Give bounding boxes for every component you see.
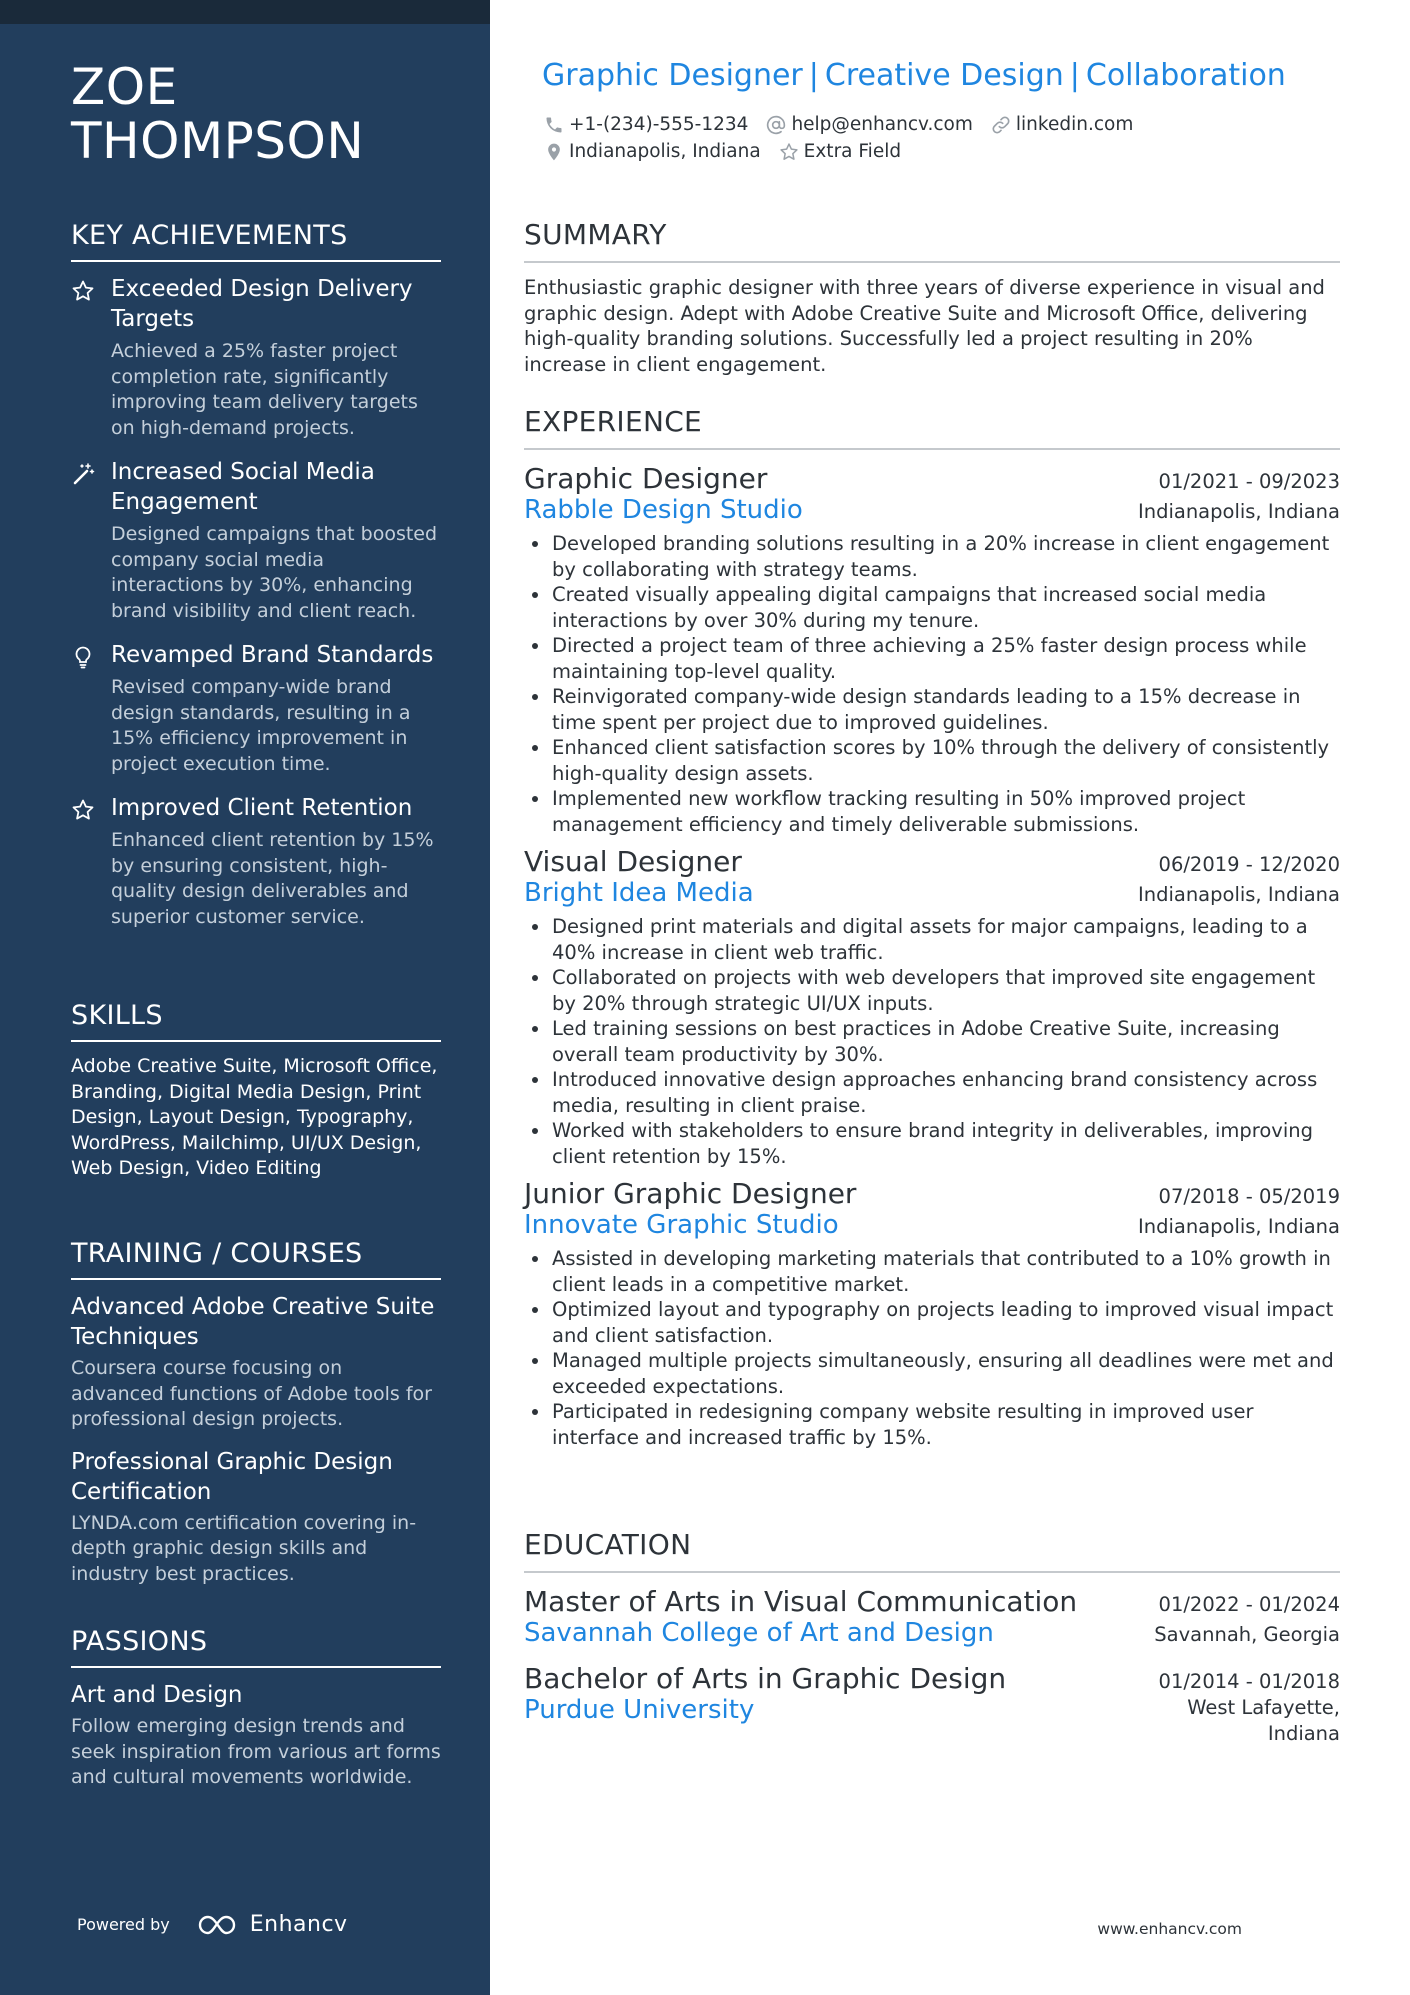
brand-name: Enhancv bbox=[249, 1912, 348, 1937]
company-name[interactable]: Bright Idea Media bbox=[524, 878, 754, 908]
job-location: Indianapolis, Indiana bbox=[1137, 500, 1340, 523]
bullet-item: Managed multiple projects simultaneously, ensuring all deadlines were met and exceeded expectations. bbox=[524, 1348, 1340, 1399]
bullet-item: Implemented new workflow tracking resulting in 50% improved project management efficiency and timely deliverable submissions. bbox=[524, 786, 1340, 837]
degree-title: Master of Arts in Visual Communication bbox=[524, 1585, 1078, 1618]
headline-focus: Creative Design bbox=[824, 58, 1064, 93]
job-location: Indianapolis, Indiana bbox=[1137, 883, 1340, 906]
job-dates: 07/2018 - 05/2019 bbox=[1158, 1185, 1340, 1208]
skills-heading: SKILLS bbox=[71, 1000, 441, 1042]
achievement-desc: Achieved a 25% faster project completion rate, significantly improving team delivery targets on high-demand projects. bbox=[111, 340, 418, 439]
at-icon bbox=[766, 115, 786, 135]
school-name[interactable]: Purdue University bbox=[524, 1695, 755, 1725]
course-item bbox=[71, 1447, 441, 1588]
email-text: help@enhancv.com bbox=[791, 114, 973, 135]
job-title: Visual Designer bbox=[524, 845, 742, 878]
achievements-section bbox=[71, 220, 441, 946]
sidebar bbox=[0, 0, 490, 1995]
bullet-item: Created visually appealing digital campaigns that increased social media interactions by over 30% during my tenure. bbox=[524, 582, 1340, 633]
education-entry bbox=[524, 1585, 1340, 1648]
summary-section bbox=[524, 218, 1340, 377]
last-name: THOMPSON bbox=[71, 112, 365, 170]
company-name[interactable]: Innovate Graphic Studio bbox=[524, 1210, 839, 1240]
education-location: West Lafayette, Indiana bbox=[1187, 1696, 1340, 1745]
bullet-item: Collaborated on projects with web developers that improved site engagement by 20% through strategic UI/UX inputs. bbox=[524, 965, 1340, 1016]
job-location: Indianapolis, Indiana bbox=[1137, 1215, 1340, 1238]
experience-section bbox=[524, 405, 1340, 1458]
phone-icon bbox=[544, 115, 564, 135]
job-title: Graphic Designer bbox=[524, 462, 768, 495]
headline-separator: | bbox=[808, 58, 819, 93]
achievement-item bbox=[71, 274, 441, 441]
powered-by bbox=[77, 1912, 348, 1937]
course-title: Professional Graphic Design Certification bbox=[71, 1448, 393, 1505]
infinity-icon bbox=[196, 1913, 242, 1937]
contact-linkedin[interactable] bbox=[991, 114, 1133, 135]
star-icon bbox=[71, 274, 111, 441]
job-bullets bbox=[524, 531, 1340, 837]
linkedin-text: linkedin.com bbox=[1015, 114, 1134, 135]
job-dates: 01/2021 - 09/2023 bbox=[1158, 470, 1340, 493]
star-icon bbox=[71, 793, 111, 930]
course-item bbox=[71, 1292, 441, 1433]
training-section bbox=[71, 1238, 441, 1601]
course-title: Advanced Adobe Creative Suite Techniques bbox=[71, 1294, 435, 1350]
headline-role: Graphic Designer bbox=[542, 58, 803, 93]
phone-text: +1-(234)-555-1234 bbox=[569, 114, 749, 135]
main-content bbox=[524, 0, 1340, 1995]
bullet-item: Optimized layout and typography on projects leading to improved visual impact and client satisfaction. bbox=[524, 1297, 1340, 1348]
magic-wand-icon bbox=[71, 457, 111, 624]
achievement-desc: Enhanced client retention by 15% by ensuring consistent, high-quality design deliverables and superior customer service. bbox=[111, 829, 434, 928]
achievement-desc: Designed campaigns that boosted company social media interactions by 30%, enhancing brand visibility and client reach. bbox=[111, 523, 438, 622]
achievement-item bbox=[71, 793, 441, 930]
contact-email[interactable] bbox=[766, 114, 972, 135]
achievement-desc: Revised company-wide brand design standards, resulting in a 15% efficiency improvement in project execution time. bbox=[111, 676, 411, 775]
achievement-title: Increased Social Media Engagement bbox=[111, 459, 375, 515]
contact-row-2 bbox=[544, 141, 919, 162]
contact-row bbox=[544, 114, 1151, 135]
first-name: ZOE bbox=[71, 58, 178, 116]
extra-text: Extra Field bbox=[803, 141, 902, 162]
education-location: Savannah, Georgia bbox=[1154, 1623, 1340, 1646]
achievement-item bbox=[71, 640, 441, 777]
star-outline-icon bbox=[779, 142, 799, 162]
bullet-item: Enhanced client satisfaction scores by 10% through the delivery of consistently high-quality design assets. bbox=[524, 735, 1340, 786]
job-entry bbox=[524, 1177, 1340, 1450]
bullet-item: Introduced innovative design approaches enhancing brand consistency across media, resulting in client praise. bbox=[524, 1067, 1340, 1118]
location-pin-icon bbox=[544, 142, 564, 162]
achievement-title: Revamped Brand Standards bbox=[111, 642, 434, 668]
enhancv-logo[interactable] bbox=[196, 1912, 348, 1937]
bullet-item: Developed branding solutions resulting in a 20% increase in client engagement by collaborating with strategy teams. bbox=[524, 531, 1340, 582]
education-entry bbox=[524, 1662, 1340, 1747]
skills-section bbox=[71, 1000, 441, 1182]
headline-skill: Collaboration bbox=[1085, 58, 1286, 93]
lightbulb-icon bbox=[71, 640, 111, 777]
bullet-item: Assisted in developing marketing materials that contributed to a 10% growth in client leads in a competitive market. bbox=[524, 1246, 1340, 1297]
passion-item bbox=[71, 1680, 441, 1791]
bullet-item: Designed print materials and digital assets for major campaigns, leading to a 40% increase in client web traffic. bbox=[524, 914, 1340, 965]
school-name[interactable]: Savannah College of Art and Design bbox=[524, 1618, 994, 1648]
achievement-title: Exceeded Design Delivery Targets bbox=[111, 276, 413, 332]
achievement-item bbox=[71, 457, 441, 624]
contact-location bbox=[544, 141, 761, 162]
degree-title: Bachelor of Arts in Graphic Design bbox=[524, 1662, 1007, 1695]
bullet-item: Participated in redesigning company website resulting in improved user interface and increased traffic by 15%. bbox=[524, 1399, 1340, 1450]
achievement-title: Improved Client Retention bbox=[111, 795, 413, 821]
achievements-heading: KEY ACHIEVEMENTS bbox=[71, 220, 441, 262]
bullet-item: Directed a project team of three achieving a 25% faster design process while maintaining top-level quality. bbox=[524, 633, 1340, 684]
contact-extra bbox=[779, 141, 901, 162]
course-desc: Coursera course focusing on advanced functions of Adobe tools for professional design projects. bbox=[71, 1357, 432, 1430]
company-name[interactable]: Rabble Design Studio bbox=[524, 495, 803, 525]
link-icon bbox=[991, 115, 1011, 135]
skills-list: Adobe Creative Suite, Microsoft Office, Branding, Digital Media Design, Print Design, Layout Design, Typography, WordPress, Mailchimp, UI/UX Design, Web Design, Video Editing bbox=[71, 1055, 438, 1179]
education-dates: 01/2014 - 01/2018 bbox=[1158, 1670, 1340, 1693]
education-dates: 01/2022 - 01/2024 bbox=[1158, 1593, 1340, 1616]
bullet-item: Worked with stakeholders to ensure brand integrity in deliverables, improving client retention by 15%. bbox=[524, 1118, 1340, 1169]
experience-heading: EXPERIENCE bbox=[524, 405, 1340, 450]
summary-heading: SUMMARY bbox=[524, 218, 1340, 263]
summary-text: Enthusiastic graphic designer with three years of diverse experience in visual and graphic design. Adept with Adobe Creative Suite and Microsoft Office, delivering high-quality branding solutions. Successfully led a project resulting in 20% increase in client engagement. bbox=[524, 276, 1325, 376]
headline bbox=[542, 58, 1286, 93]
job-entry bbox=[524, 462, 1340, 837]
education-heading: EDUCATION bbox=[524, 1528, 1340, 1573]
powered-by-label: Powered by bbox=[77, 1915, 170, 1934]
bullet-item: Led training sessions on best practices in Adobe Creative Suite, increasing overall team productivity by 30%. bbox=[524, 1016, 1340, 1067]
bullet-item: Reinvigorated company-wide design standards leading to a 15% decrease in time spent per project due to improved guidelines. bbox=[524, 684, 1340, 735]
training-heading: TRAINING / COURSES bbox=[71, 1238, 441, 1280]
job-title: Junior Graphic Designer bbox=[524, 1177, 857, 1210]
contact-phone[interactable] bbox=[544, 114, 748, 135]
location-text: Indianapolis, Indiana bbox=[569, 141, 761, 162]
course-desc: LYNDA.com certification covering in-depth graphic design skills and industry best practices. bbox=[71, 1511, 417, 1585]
job-entry bbox=[524, 845, 1340, 1169]
job-bullets bbox=[524, 914, 1340, 1169]
footer-url[interactable]: www.enhancv.com bbox=[1097, 1920, 1242, 1938]
candidate-name bbox=[71, 60, 451, 168]
passions-heading: PASSIONS bbox=[71, 1626, 441, 1668]
job-dates: 06/2019 - 12/2020 bbox=[1158, 853, 1340, 876]
education-section bbox=[524, 1528, 1340, 1761]
job-bullets bbox=[524, 1246, 1340, 1450]
passion-title: Art and Design bbox=[71, 1682, 243, 1708]
headline-separator: | bbox=[1069, 58, 1080, 93]
passion-desc: Follow emerging design trends and seek inspiration from various art forms and cultural movements worldwide. bbox=[71, 1715, 441, 1788]
passions-section bbox=[71, 1626, 441, 1805]
